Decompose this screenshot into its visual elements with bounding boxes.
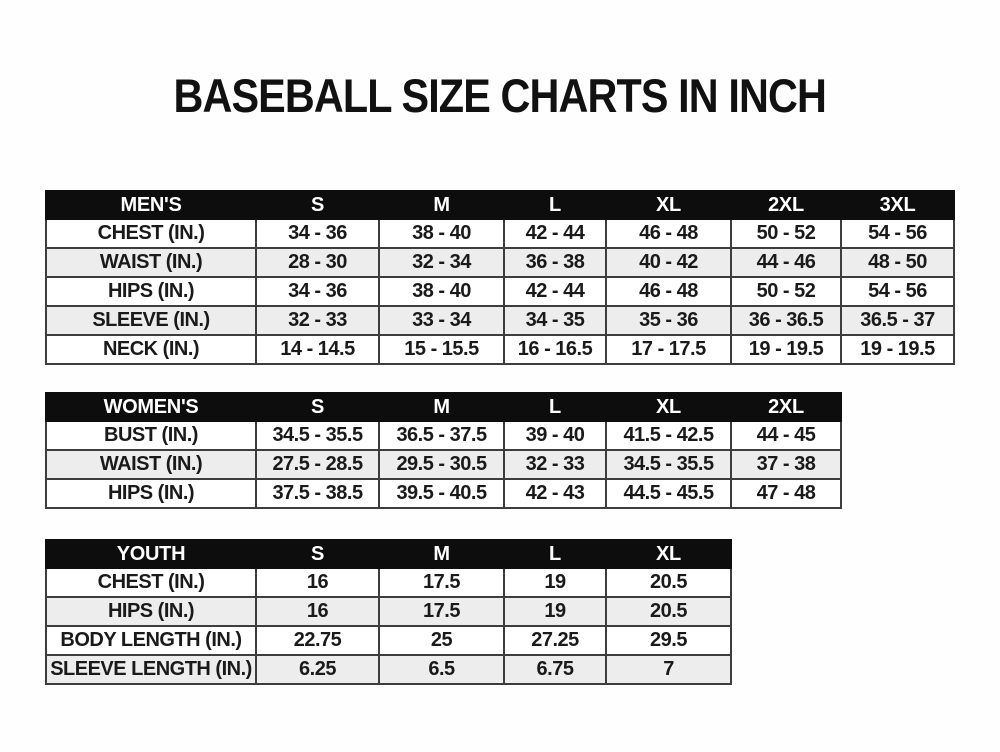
- size-value: 44 - 46: [731, 248, 841, 277]
- size-value: 15 - 15.5: [379, 335, 504, 364]
- header-row: [46, 540, 731, 568]
- size-value: 19 - 19.5: [841, 335, 954, 364]
- size-tables-area: [45, 190, 955, 685]
- size-value: 17 - 17.5: [606, 335, 731, 364]
- table-row: [46, 479, 841, 508]
- size-column-header: M: [379, 540, 504, 568]
- size-value: 32 - 33: [256, 306, 379, 335]
- size-value: 46 - 48: [606, 219, 731, 248]
- size-value: 41.5 - 42.5: [606, 421, 731, 450]
- size-value: 27.5 - 28.5: [256, 450, 379, 479]
- size-column-header: 2XL: [731, 191, 841, 219]
- size-value: 36 - 38: [504, 248, 606, 277]
- size-value: 42 - 43: [504, 479, 606, 508]
- size-column-header: XL: [606, 191, 731, 219]
- size-value: 47 - 48: [731, 479, 841, 508]
- table-category-header: MEN'S: [46, 191, 256, 219]
- size-value: 14 - 14.5: [256, 335, 379, 364]
- size-value: 16 - 16.5: [504, 335, 606, 364]
- row-label: BODY LENGTH (IN.): [46, 626, 256, 655]
- table-row: [46, 248, 954, 277]
- row-label: SLEEVE LENGTH (IN.): [46, 655, 256, 684]
- size-value: 37.5 - 38.5: [256, 479, 379, 508]
- size-value: 54 - 56: [841, 219, 954, 248]
- mens-size-table: [45, 190, 955, 365]
- size-value: 7: [606, 655, 731, 684]
- table-row: [46, 306, 954, 335]
- size-value: 46 - 48: [606, 277, 731, 306]
- size-value: 38 - 40: [379, 277, 504, 306]
- table-row: [46, 335, 954, 364]
- header-row: [46, 191, 954, 219]
- size-value: 40 - 42: [606, 248, 731, 277]
- row-label: BUST (IN.): [46, 421, 256, 450]
- size-value: 35 - 36: [606, 306, 731, 335]
- row-label: WAIST (IN.): [46, 248, 256, 277]
- size-value: 27.25: [504, 626, 606, 655]
- table-row: [46, 450, 841, 479]
- row-label: CHEST (IN.): [46, 219, 256, 248]
- size-column-header: L: [504, 191, 606, 219]
- womens-size-table: [45, 392, 842, 509]
- size-value: 38 - 40: [379, 219, 504, 248]
- row-label: CHEST (IN.): [46, 568, 256, 597]
- size-value: 34 - 36: [256, 277, 379, 306]
- size-value: 34.5 - 35.5: [256, 421, 379, 450]
- size-value: 34 - 35: [504, 306, 606, 335]
- table-row: [46, 626, 731, 655]
- size-value: 16: [256, 597, 379, 626]
- size-value: 50 - 52: [731, 277, 841, 306]
- size-value: 50 - 52: [731, 219, 841, 248]
- size-value: 42 - 44: [504, 277, 606, 306]
- size-value: 17.5: [379, 597, 504, 626]
- size-value: 6.25: [256, 655, 379, 684]
- size-column-header: 2XL: [731, 393, 841, 421]
- size-column-header: S: [256, 393, 379, 421]
- size-column-header: 3XL: [841, 191, 954, 219]
- size-value: 17.5: [379, 568, 504, 597]
- row-label: HIPS (IN.): [46, 277, 256, 306]
- page-title-container: [0, 68, 1000, 123]
- table-row: [46, 219, 954, 248]
- youth-size-table: [45, 539, 732, 685]
- size-value: 37 - 38: [731, 450, 841, 479]
- size-column-header: M: [379, 191, 504, 219]
- size-value: 44.5 - 45.5: [606, 479, 731, 508]
- table-row: [46, 655, 731, 684]
- size-value: 6.5: [379, 655, 504, 684]
- size-column-header: M: [379, 393, 504, 421]
- size-value: 34.5 - 35.5: [606, 450, 731, 479]
- header-row: [46, 393, 841, 421]
- size-value: 34 - 36: [256, 219, 379, 248]
- size-column-header: XL: [606, 540, 731, 568]
- size-value: 16: [256, 568, 379, 597]
- size-column-header: XL: [606, 393, 731, 421]
- size-value: 54 - 56: [841, 277, 954, 306]
- table-category-header: YOUTH: [46, 540, 256, 568]
- size-column-header: S: [256, 191, 379, 219]
- size-value: 19 - 19.5: [731, 335, 841, 364]
- size-value: 28 - 30: [256, 248, 379, 277]
- row-label: WAIST (IN.): [46, 450, 256, 479]
- row-label: HIPS (IN.): [46, 597, 256, 626]
- size-value: 42 - 44: [504, 219, 606, 248]
- size-value: 39 - 40: [504, 421, 606, 450]
- size-value: 32 - 34: [379, 248, 504, 277]
- size-value: 33 - 34: [379, 306, 504, 335]
- size-value: 36 - 36.5: [731, 306, 841, 335]
- table-category-header: WOMEN'S: [46, 393, 256, 421]
- size-value: 25: [379, 626, 504, 655]
- size-column-header: S: [256, 540, 379, 568]
- table-row: [46, 597, 731, 626]
- row-label: NECK (IN.): [46, 335, 256, 364]
- size-column-header: L: [504, 393, 606, 421]
- size-value: 22.75: [256, 626, 379, 655]
- page-title: BASEBALL SIZE CHARTS IN INCH: [173, 69, 827, 122]
- size-value: 32 - 33: [504, 450, 606, 479]
- table-row: [46, 421, 841, 450]
- size-value: 20.5: [606, 568, 731, 597]
- size-value: 19: [504, 597, 606, 626]
- row-label: HIPS (IN.): [46, 479, 256, 508]
- size-value: 19: [504, 568, 606, 597]
- size-value: 20.5: [606, 597, 731, 626]
- size-value: 6.75: [504, 655, 606, 684]
- size-value: 29.5: [606, 626, 731, 655]
- size-value: 48 - 50: [841, 248, 954, 277]
- row-label: SLEEVE (IN.): [46, 306, 256, 335]
- table-row: [46, 568, 731, 597]
- size-value: 29.5 - 30.5: [379, 450, 504, 479]
- size-value: 39.5 - 40.5: [379, 479, 504, 508]
- size-value: 36.5 - 37.5: [379, 421, 504, 450]
- table-row: [46, 277, 954, 306]
- size-column-header: L: [504, 540, 606, 568]
- size-value: 36.5 - 37: [841, 306, 954, 335]
- size-value: 44 - 45: [731, 421, 841, 450]
